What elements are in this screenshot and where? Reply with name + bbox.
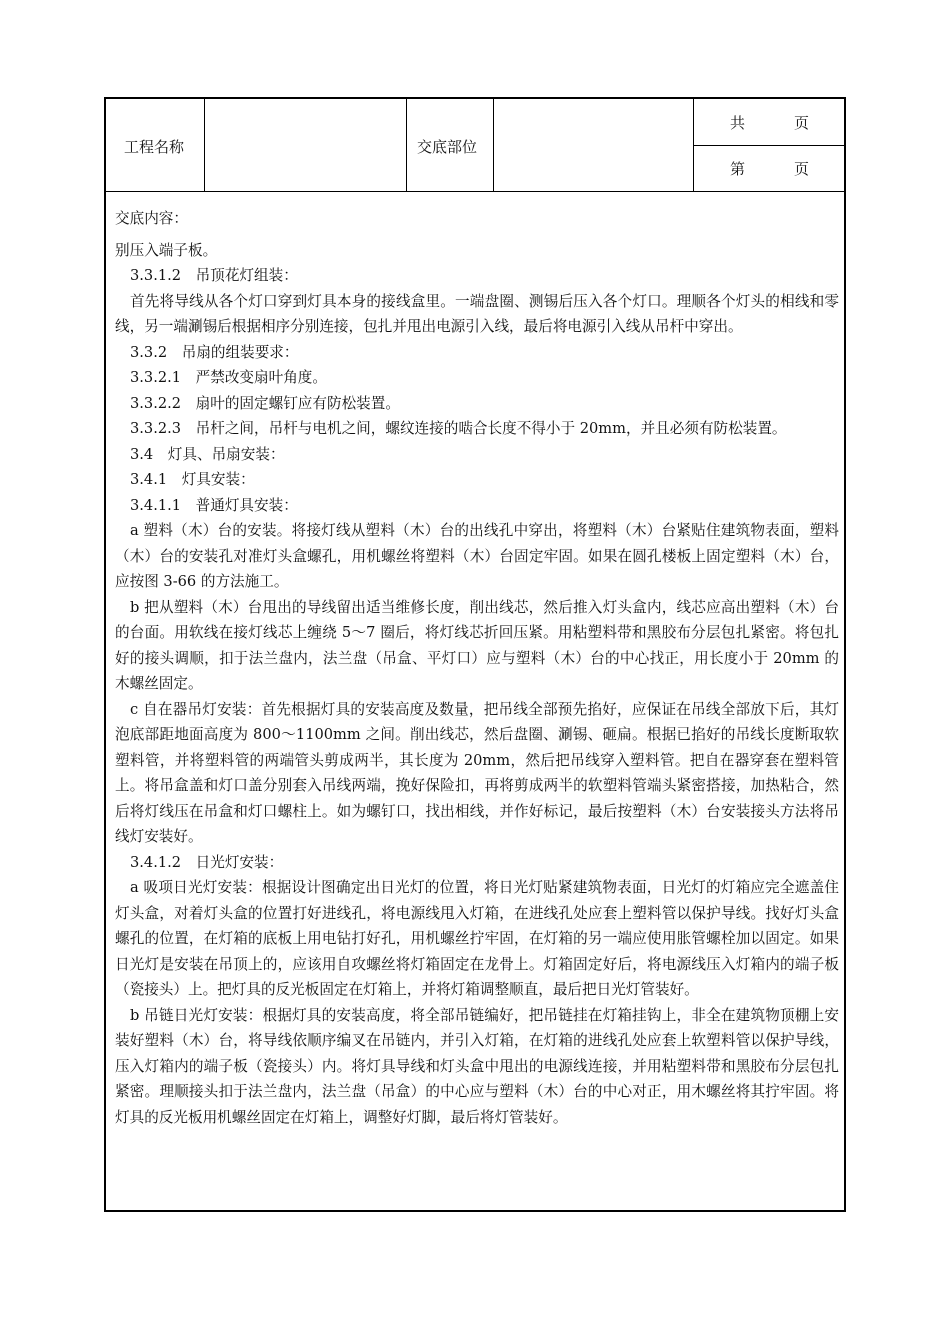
divider (693, 145, 844, 146)
handover-content (115, 206, 839, 1130)
section-heading: 3.4.1 灯具安装： (130, 471, 255, 488)
total-pages-label: 共 (730, 114, 746, 132)
current-page-label: 第 (730, 160, 746, 178)
content-label: 交底内容： (115, 210, 188, 227)
handover-part-label: 交底部位 (417, 138, 478, 156)
paragraph: a 塑料（木）台的安装。将接灯线从塑料（木）台的出线孔中穿出，将塑料（木）台紧贴住建筑物表面，塑料（木）台的安装孔对准灯头盒螺孔，用机螺丝将塑料（木）台固定牢固。如果在圆孔楼板上固定塑料（木）台，应按图 3-66 的方法施工。 (115, 522, 839, 590)
paragraph: c 自在器吊灯安装：首先根据灯具的安装高度及数量，把吊线全部预先掐好，应保证在吊线全部放下后，其灯泡底部距地面高度为 800～1100mm 之间。削出线芯，然后盘圈、涮锡、砸扁。根据已掐好的吊线长度断取软塑料管，并将塑料管的两端管头剪成两半，其长度为 20mm，然后把吊线穿入塑料管。把自在器穿套在塑料管上。将吊盒盖和灯口盖分别套入吊线两端，挽好保险扣，再将剪成两半的软塑料管端头紧密搭接，加热粘合，然后将灯线压在吊盒和灯口螺柱上。如为螺钉口，找出相线，并作好标记，最后按塑料（木）台安装接头方法将吊线灯安装好。 (115, 700, 839, 845)
paragraph: b 把从塑料（木）台甩出的导线留出适当维修长度，削出线芯，然后推入灯头盒内，线芯应高出塑料（木）台的台面。用软线在接灯线芯上缠绕 5～7 圈后，将灯线芯折回压紧。用粘塑料带和黑胶布分层包扎紧密。将包扎好的接头调顺，扣于法兰盘内，法兰盘（吊盒、平灯口）应与塑料（木）台的中心找正，用长度小于 20mm 的木螺丝固定。 (115, 598, 839, 692)
paragraph: b 吊链日光灯安装：根据灯具的安装高度，将全部吊链编好，把吊链挂在灯箱挂钩上，非全在建筑物顶棚上安装好塑料（木）台，将导线依顺序编叉在吊链内，并引入灯箱，在灯箱的进线孔处应套上软塑料管以保护导线，压入灯箱内的端子板（瓷接头）内。将灯具导线和灯头盒中甩出的电源线连接，并用粘塑料带和黑胶布分层包扎紧密。理顺接头扣于法兰盘内，法兰盘（吊盒）的中心应与塑料（木）台的中心对正，用木螺丝将其拧牢固。将灯具的反光板用机螺丝固定在灯箱上，调整好灯脚，最后将灯管装好。 (115, 1006, 839, 1126)
paragraph: 首先将导线从各个灯口穿到灯具本身的接线盒里。一端盘圈、测锡后压入各个灯口。理顺各个灯头的相线和零线，另一端涮锡后根据相序分别连接，包扎并甩出电源引入线，最后将电源引入线从吊杆中穿出。 (115, 292, 839, 335)
section-heading: 3.4 灯具、吊扇安装： (130, 445, 285, 463)
handover-form (104, 97, 846, 1212)
paragraph: 3.3.2.3 吊杆之间，吊杆与电机之间，螺纹连接的啮合长度不得小于 20mm，并且必须有防松装置。 (130, 420, 787, 437)
section-heading: 3.4.1.1 普通灯具安装： (130, 496, 298, 514)
paragraph: a 吸项日光灯安装：根据设计图确定出日光灯的位置，将日光灯贴紧建筑物表面，日光灯的灯箱应完全遮盖住灯头盒，对着灯头盒的位置打好进线孔，将电源线甩入灯箱，在进线孔处应套上塑料管以保护导线。找好灯头盒螺孔的位置，在灯箱的底板上用电钻打好孔，用机螺丝拧牢固，在灯箱的另一端应使用胀管螺栓加以固定。如果日光灯是安装在吊顶上的，应该用自攻螺丝将灯箱固定在龙骨上。灯箱固定好后，将电源线压入灯箱内的端子板（瓷接头）上。把灯具的反光板固定在灯箱上，并将灯箱调整顺直，最后把日光灯管装好。 (115, 879, 839, 998)
project-name-label: 工程名称 (124, 138, 185, 156)
divider (204, 99, 205, 191)
section-heading: 3.3.1.2 吊顶花灯组装： (130, 267, 298, 284)
section-heading: 3.3.2 吊扇的组装要求： (130, 343, 299, 361)
page-unit-label: 页 (794, 114, 810, 132)
section-heading: 3.4.1.2 日光灯安装： (130, 853, 284, 871)
divider (406, 99, 407, 191)
divider (493, 99, 494, 191)
form-header (106, 99, 844, 192)
paragraph: 别压入端子板。 (115, 241, 218, 259)
paragraph: 3.3.2.1 严禁改变扇叶角度。 (130, 369, 327, 386)
paragraph: 3.3.2.2 扇叶的固定螺钉应有防松装置。 (130, 394, 400, 412)
page-unit-label: 页 (794, 160, 810, 178)
